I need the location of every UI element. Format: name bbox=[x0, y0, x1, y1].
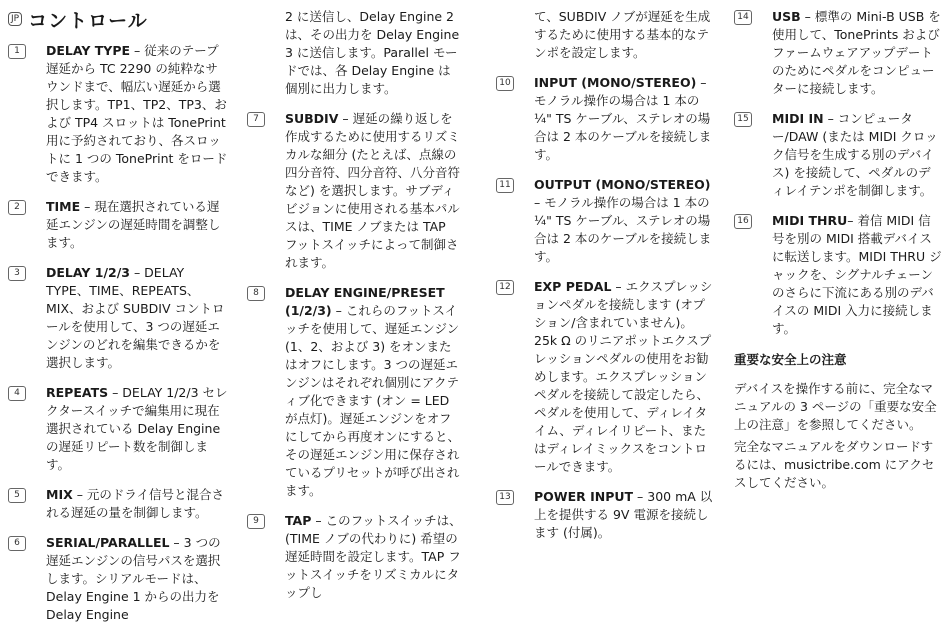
item-text: – 元のドライ信号と混合される遅延の量を制御します。 bbox=[46, 487, 225, 520]
safety-heading: 重要な安全上の注意 bbox=[734, 352, 847, 367]
item-label: MIDI IN bbox=[772, 111, 824, 126]
item-text: – このフットスイッチは、(TIME ノブの代わりに) 希望の遅延時間を設定します。TAP フットスイッチをリズミカルにタップし bbox=[285, 513, 462, 600]
item-text: – 3 つの遅延エンジンの信号パスを選択します。シリアルモードは、Delay Engine 1 からの出力を Delay Engine bbox=[46, 535, 221, 622]
item-number: 5 bbox=[8, 488, 26, 503]
item-text: – エクスプレッションペダルを接続します (オプション/含まれていません)。25k Ω のリニアポットエクスプレッションペダルの使用をお勧めします。エクスプレッションペダルを接続して設定したら、ペダルを使用して、ディレイタイム、ディレイリピート、またはディレイミックスをコントロールできます。 bbox=[534, 279, 713, 474]
language-badge: JP bbox=[8, 12, 22, 26]
item-label: DELAY ENGINE/PRESET (1/2/3) bbox=[285, 285, 445, 318]
item-number: 14 bbox=[734, 10, 752, 25]
item-number: 9 bbox=[247, 514, 265, 529]
control-item-13 bbox=[496, 488, 714, 542]
control-item-1 bbox=[8, 42, 230, 186]
control-item-15 bbox=[734, 110, 942, 200]
item-label: TAP bbox=[285, 513, 312, 528]
item-text: – 300 mA 以上を提供する 9V 電源を接続します (付属)。 bbox=[534, 489, 713, 540]
control-item-10 bbox=[496, 74, 714, 164]
item-label: TIME bbox=[46, 199, 81, 214]
control-item-12 bbox=[496, 278, 714, 476]
item-number: 1 bbox=[8, 44, 26, 59]
item-text: て、SUBDIV ノブが遅延を生成するために使用する基本的なテンポを設定します。 bbox=[534, 9, 711, 60]
item-label: SERIAL/PARALLEL bbox=[46, 535, 170, 550]
item-number: 7 bbox=[247, 112, 265, 127]
control-item-11 bbox=[496, 176, 714, 266]
item-label: OUTPUT (MONO/STEREO) bbox=[534, 177, 711, 192]
control-item-6 bbox=[8, 534, 230, 624]
item-label: USB bbox=[772, 9, 801, 24]
item-number: 10 bbox=[496, 76, 514, 91]
control-item-16 bbox=[734, 212, 942, 338]
item-text: – これらのフットスイッチを使用して、遅延エンジン (1、2、および 3) をオンまたはオフにします。3 つの遅延エンジンはそれぞれ個別にアクティブ化できます (オン = LED が点灯)。遅延エンジンをオフにしてから再度オンにすると、その遅延エンジン用に保存されているプリセットが呼び出されます。 bbox=[285, 303, 461, 498]
item-label: EXP PEDAL bbox=[534, 279, 612, 294]
item-label: INPUT (MONO/STEREO) bbox=[534, 75, 697, 90]
control-item-5 bbox=[8, 486, 230, 522]
item-number: 13 bbox=[496, 490, 514, 505]
item-number: 15 bbox=[734, 112, 752, 127]
item-label: MIX bbox=[46, 487, 73, 502]
item-text: – 現在選択されている遅延エンジンの遅延時間を調整します。 bbox=[46, 199, 221, 250]
page-title: コントロール bbox=[28, 9, 148, 32]
column-1 bbox=[8, 0, 230, 636]
item-text: – 従来のテープ遅延から TC 2290 の純粋なサウンドまで、幅広い遅延から選択します。TP1、TP2、TP3、および TP4 スロットは TonePrint 用に予約されており、各スロットに 1 つの TonePrint をロードできます。 bbox=[46, 43, 228, 184]
item-text: – 標準の Mini-B USB を使用して、TonePrints およびファームウェアアップデートのためにペダルをコンピューターに接続します。 bbox=[772, 9, 941, 96]
item-text: – 遅延の繰り返しを作成するために使用するリズミカルな細分 (たとえば、点線の四分音符、四分音符、八分音符など) を選択します。サブディビジョンに使用される基本パルスは、TIME ノブまたは TAP フットスイッチによって制御されます。 bbox=[285, 111, 461, 270]
item-number: 3 bbox=[8, 266, 26, 281]
item-label: REPEATS bbox=[46, 385, 109, 400]
item-text: – モノラル操作の場合は 1 本の ¼" TS ケーブル、ステレオの場合は 2 本のケーブルを接続します。 bbox=[534, 195, 712, 264]
item-number: 4 bbox=[8, 386, 26, 401]
item-label: MIDI THRU bbox=[772, 213, 848, 228]
item-number: 6 bbox=[8, 536, 26, 551]
column-3 bbox=[496, 0, 714, 554]
control-item-3 bbox=[8, 264, 230, 372]
item-label: POWER INPUT bbox=[534, 489, 634, 504]
item-number: 8 bbox=[247, 286, 265, 301]
control-item-6-continued bbox=[247, 8, 462, 98]
control-item-7 bbox=[247, 110, 462, 272]
item-text: – 着信 MIDI 信号を別の MIDI 搭載デバイスに転送します。MIDI THRU ジャックを、シグナルチェーンのさらに下流にある別のデバイスの MIDI 入力に接続します。 bbox=[772, 213, 942, 336]
control-item-9 bbox=[247, 512, 462, 602]
item-text: – コンピューター/DAW (または MIDI クロック信号を生成する別のデバイス) を接続して、ペダルのディレイテンポを制御します。 bbox=[772, 111, 938, 198]
control-item-9-continued bbox=[496, 8, 714, 62]
control-item-8 bbox=[247, 284, 462, 500]
safety-paragraph-1: デバイスを操作する前に、完全なマニュアルの 3 ページの「重要な安全上の注意」を参照してください。 bbox=[734, 381, 937, 432]
item-number: 16 bbox=[734, 214, 752, 229]
column-4 bbox=[734, 0, 942, 496]
column-2 bbox=[247, 0, 462, 614]
section-header bbox=[8, 2, 230, 36]
item-number: 2 bbox=[8, 200, 26, 215]
item-text: – DELAY 1/2/3 セレクタースイッチで編集用に現在選択されている Delay Engine の遅延リピート数を制御します。 bbox=[46, 385, 228, 472]
item-label: SUBDIV bbox=[285, 111, 339, 126]
item-label: DELAY 1/2/3 bbox=[46, 265, 130, 280]
item-text: 2 に送信し、Delay Engine 2 は、その出力を Delay Engine 3 に送信します。Parallel モードでは、各 Delay Engine は個別に出力します。 bbox=[285, 9, 460, 96]
item-text: – モノラル操作の場合は 1 本の ¼" TS ケーブル、ステレオの場合は 2 本のケーブルを接続します。 bbox=[534, 75, 712, 162]
item-number: 12 bbox=[496, 280, 514, 295]
item-label: DELAY TYPE bbox=[46, 43, 131, 58]
control-item-4 bbox=[8, 384, 230, 474]
safety-paragraph-2: 完全なマニュアルをダウンロードするには、musictribe.com にアクセスしてください。 bbox=[734, 439, 935, 490]
item-number: 11 bbox=[496, 178, 514, 193]
control-item-14 bbox=[734, 8, 942, 98]
control-item-2 bbox=[8, 198, 230, 252]
item-text: – DELAY TYPE、TIME、REPEATS、MIX、および SUBDIV コントロールを使用して、3 つの遅延エンジンのどれを編集できるかを選択します。 bbox=[46, 265, 225, 370]
